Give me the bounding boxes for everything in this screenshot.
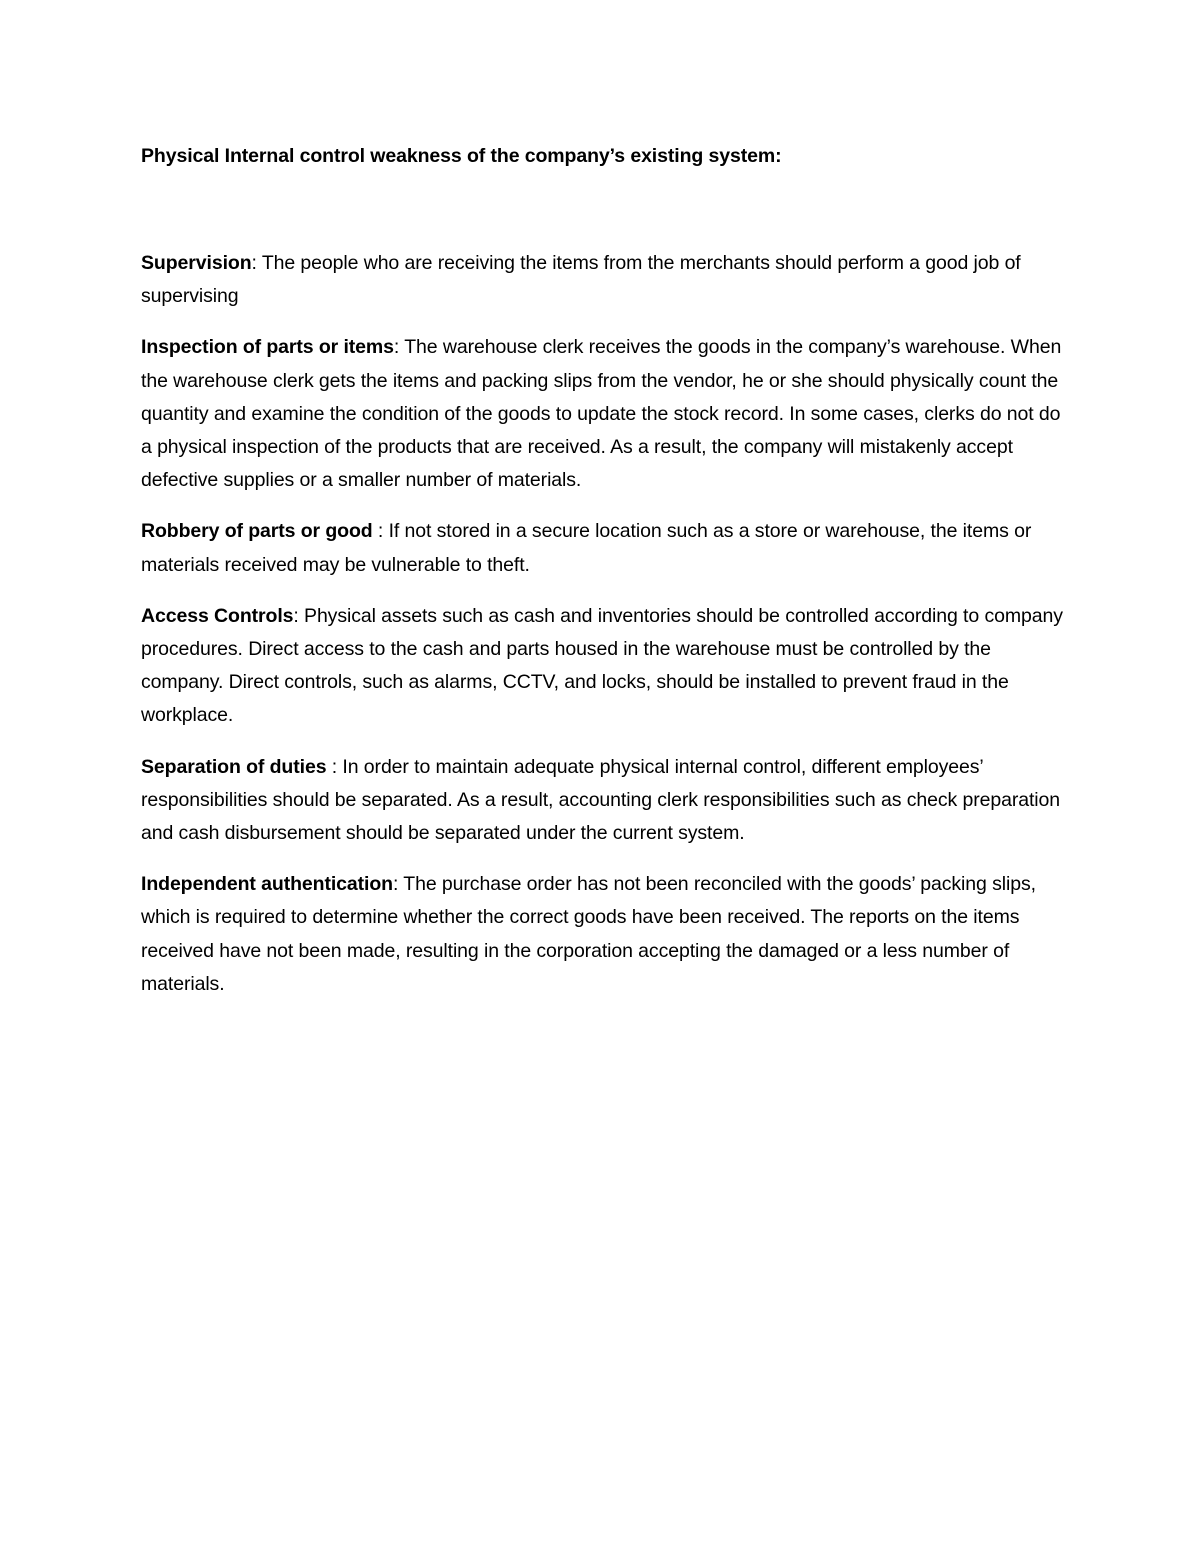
section-body: The warehouse clerk receives the goods in the company’s warehouse. When the warehouse clerk gets the items and packing slips from the vendor, he or she should physically count the quantity and examine the condition of the goods to update the stock record. In some cases, clerks do not do a physical inspection of the products that are received. As a result, the company will mistakenly accept defective supplies or a smaller number of materials. [141,336,1062,492]
section-separator: : [326,755,343,778]
section-body: The purchase order has not been reconciled with the goods’ packing slips, which is required to determine whether the correct goods have been received. The reports on the items received have not been made, resulting in the corporation accepting the damaged or a less number of materials. [141,873,1036,995]
section-separator: : [393,873,404,896]
section-body: Physical assets such as cash and inventories should be controlled according to company procedures. Direct access to the cash and parts housed in the warehouse must be controlled by the company. Direct controls, such as alarms, CCTV, and locks, should be installed to prevent fraud in the workplace. [141,604,1063,727]
section-body: The people who are receiving the items from the merchants should perform a good job of supervising [141,252,1021,308]
section-separator: : [293,604,305,627]
section-supervision [141,247,1071,313]
section-separator: : [372,520,389,543]
section-term: Independent authentication [141,873,393,896]
section-term: Robbery of parts or good [141,520,373,543]
section-body: In order to maintain adequate physical internal control, different employees’ responsibilities should be separated. As a result, accounting clerk responsibilities such as check preparation and cash disbursement should be separated under the current system. [141,755,1061,845]
section-inspection [141,331,1071,497]
section-robbery [141,515,1071,581]
section-separator: : [393,336,405,359]
section-access-controls [141,600,1071,733]
section-separator: : [251,252,262,274]
section-body: If not stored in a secure location such as a store or warehouse, the items or materials received may be vulnerable to theft. [141,520,1032,576]
document-body [141,140,1071,1019]
section-term: Access Controls [141,604,294,627]
section-independent-authentication [141,868,1071,1001]
section-term: Separation of duties [141,755,327,778]
section-term: Supervision [141,252,252,274]
document-title: Physical Internal control weakness of the company’s existing system: [141,145,782,167]
section-term: Inspection of parts or items [141,336,394,359]
section-separation-of-duties [141,751,1071,851]
